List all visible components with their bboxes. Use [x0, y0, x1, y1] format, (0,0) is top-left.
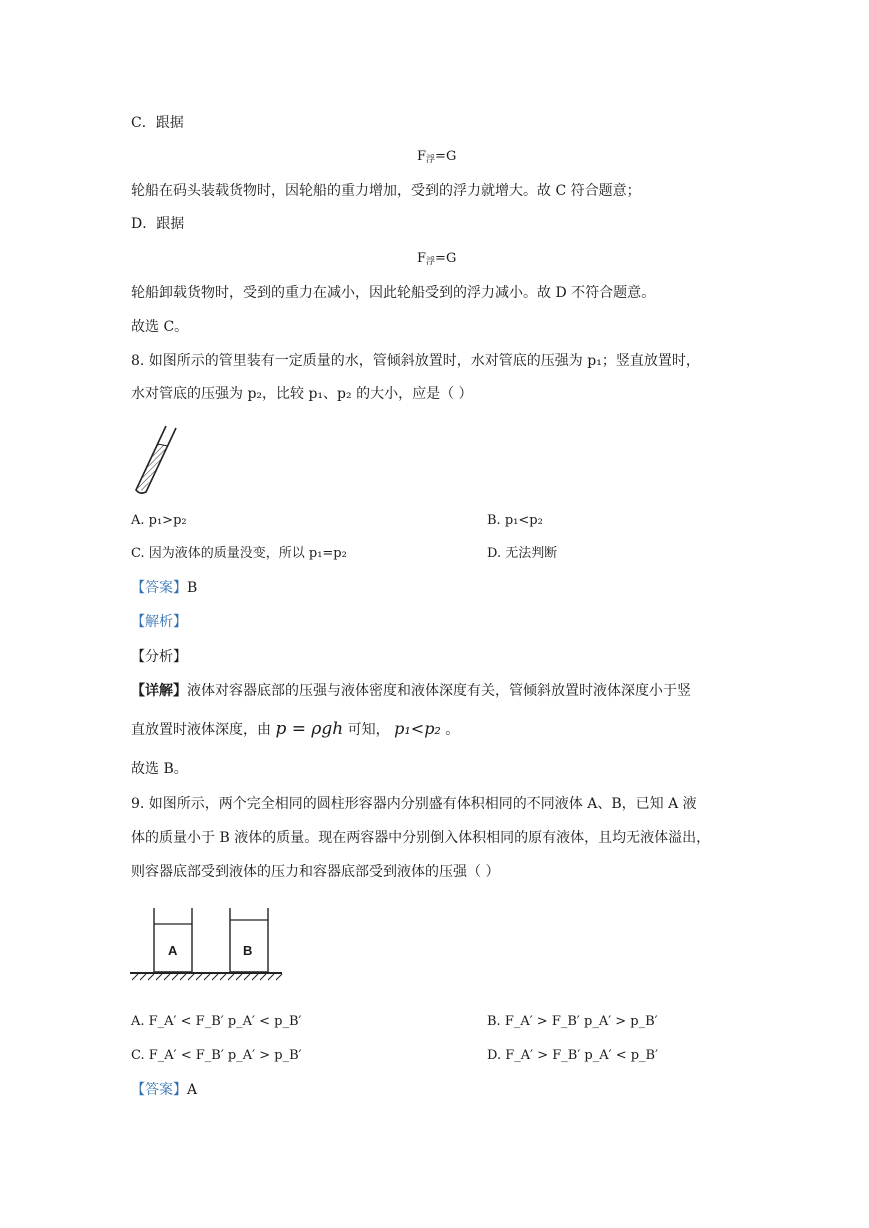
- q9-option-b: B. F_A′ > F_B′ p_A′ > p_B′: [487, 1014, 658, 1029]
- q8-analysis-tag: 【解析】: [131, 614, 187, 630]
- formula-buoyancy-d: $F_浮=G$: [417, 251, 457, 267]
- q8-option-b: B. p₁<p₂: [487, 513, 543, 528]
- option-d-label: D．跟据: [131, 216, 185, 232]
- q9-option-c: C. F_A′ < F_B′ p_A′ > p_B′: [131, 1048, 302, 1063]
- container-b-label: B: [243, 943, 253, 958]
- formula-buoyancy-c: $F_浮=G$: [417, 149, 457, 165]
- q8-option-d: D. 无法判断: [487, 546, 558, 561]
- pressure-formula: p = ρgh: [275, 719, 344, 739]
- q9-option-d: D. F_A′ > F_B′ p_A′ < p_B′: [487, 1048, 659, 1063]
- q9-stem-line3: 则容器底部受到液体的压力和容器底部受到液体的压强（ ）: [131, 864, 500, 880]
- answer-tag: 【答案】: [131, 1082, 187, 1098]
- pressure-comparison: p₁<p₂: [394, 719, 441, 738]
- q8-detail-line2: 直放置时液体深度，由 p = ρgh 可知， p₁<p₂ 。: [131, 719, 460, 739]
- q8-option-a: A. p₁>p₂: [131, 513, 187, 528]
- q8-fenxi-tag: 【分析】: [131, 649, 187, 665]
- option-d-explanation: 轮船卸载货物时，受到的重力在减小，因此轮船受到的浮力减小。故 D 不符合题意。: [131, 285, 656, 301]
- q8-stem-line1: 8. 如图所示的管里装有一定质量的水，管倾斜放置时，水对管底的压强为 p₁；竖直放置时，: [131, 353, 700, 369]
- answer-tag: 【答案】: [131, 580, 187, 596]
- option-c-explanation: 轮船在码头装载货物时，因轮船的重力增加，受到的浮力就增大。故 C 符合题意；: [131, 183, 641, 199]
- tilted-tube-figure: [128, 424, 188, 498]
- q8-conclusion: 故选 B。: [131, 761, 188, 777]
- detail-tag: 【详解】: [131, 683, 187, 699]
- option-c-label: C．跟据: [131, 115, 184, 131]
- q8-detail-line1: 【详解】液体对容器底部的压强与液体密度和液体深度有关，管倾斜放置时液体深度小于竖: [131, 683, 691, 699]
- q8-stem-line2: 水对管底的压强为 p₂，比较 p₁、p₂ 的大小，应是（ ）: [131, 386, 473, 402]
- q9-stem-line2: 体的质量小于 B 液体的质量。现在两容器中分别倒入体积相同的原有液体，且均无液体溢出，: [131, 830, 711, 846]
- q8-answer: 【答案】B: [131, 580, 198, 596]
- conclusion-c: 故选 C。: [131, 319, 189, 335]
- q9-option-a: A. F_A′ < F_B′ p_A′ < p_B′: [131, 1014, 302, 1029]
- container-a-label: A: [168, 943, 178, 958]
- q9-stem-line1: 9. 如图所示，两个完全相同的圆柱形容器内分别盛有体积相同的不同液体 A、B，已知 A 液: [131, 796, 697, 812]
- q8-option-c: C. 因为液体的质量没变，所以 p₁=p₂: [131, 546, 347, 561]
- q9-answer: 【答案】A: [131, 1082, 198, 1098]
- two-containers-figure: [128, 906, 288, 984]
